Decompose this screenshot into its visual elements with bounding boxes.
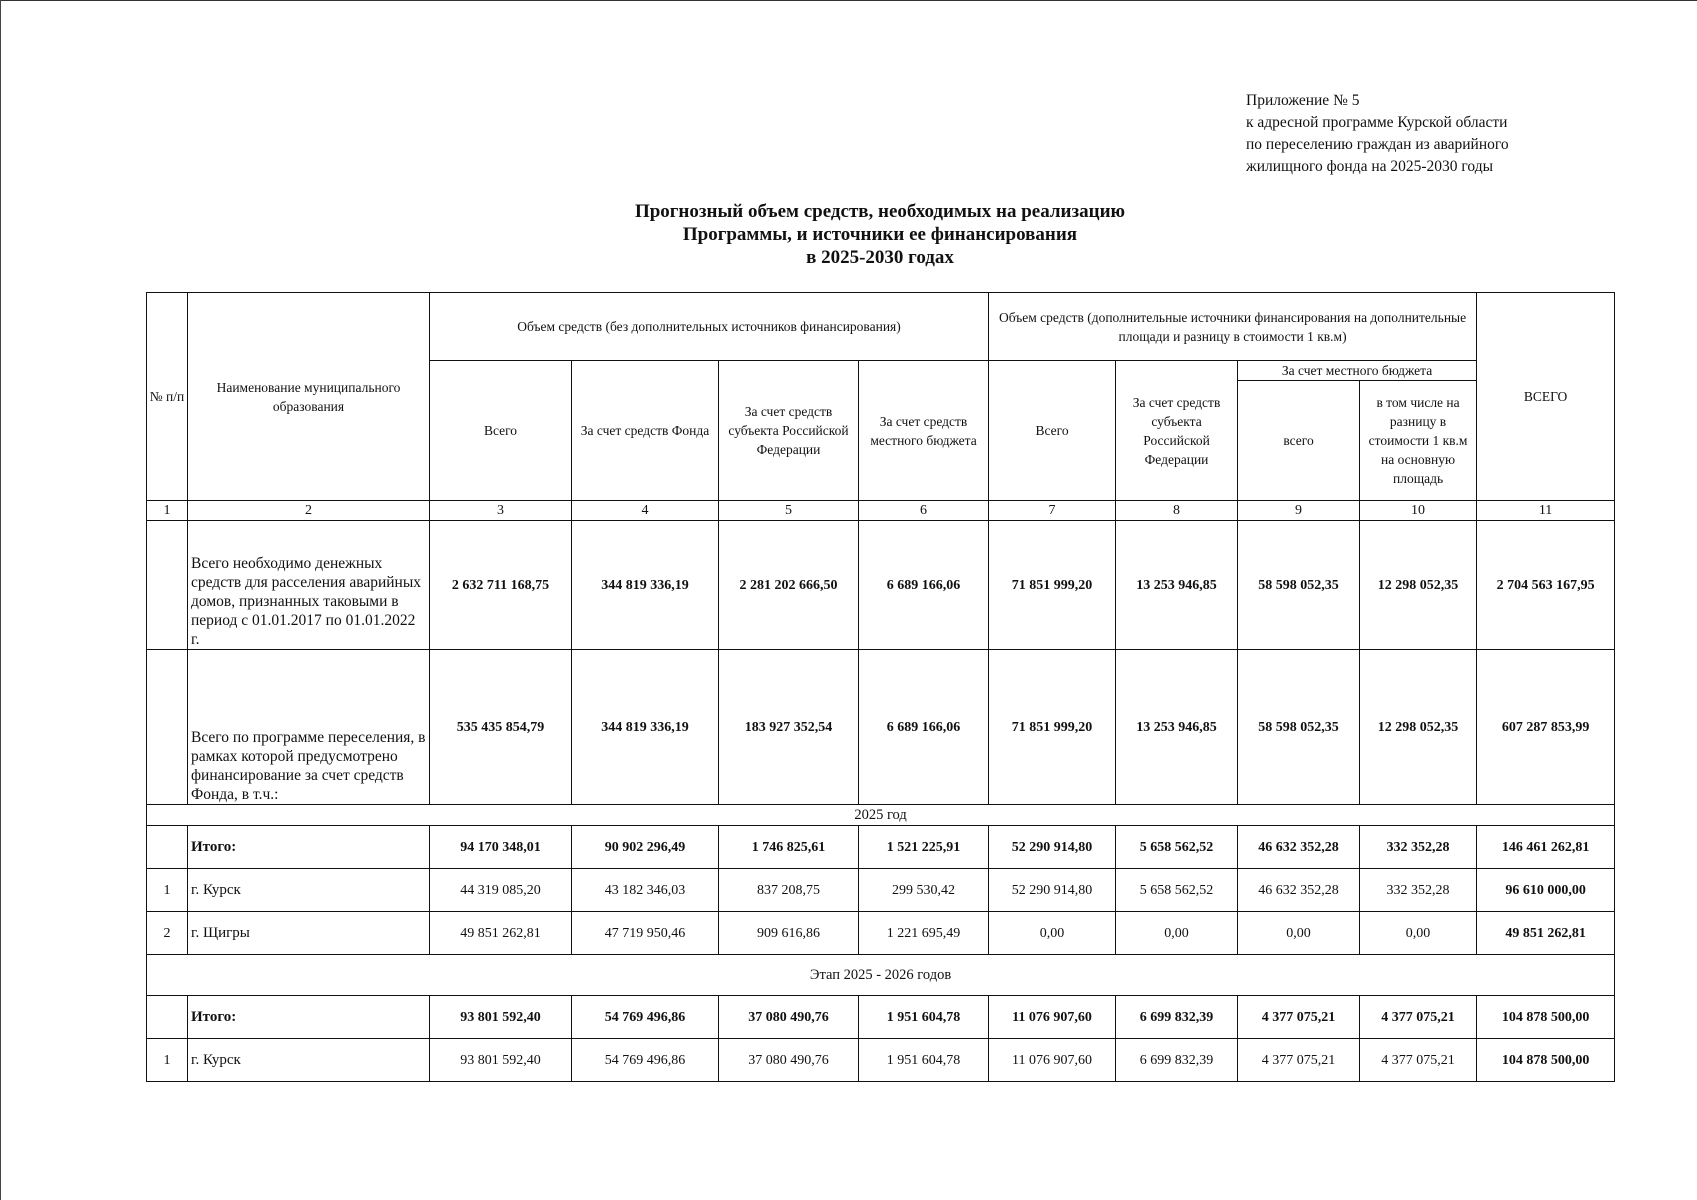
cell-grand-total: 146 461 262,81 — [1477, 826, 1615, 869]
cell-add-local-all: 4 377 075,21 — [1238, 1039, 1360, 1082]
cell-main-local: 6 689 166,06 — [859, 521, 989, 650]
row-num — [147, 650, 188, 805]
cell-add-local-all: 58 598 052,35 — [1238, 521, 1360, 650]
header-group-main: Объем средств (без дополнительных источников финансирования) — [430, 293, 989, 361]
header-num: № п/п — [147, 293, 188, 501]
row-num — [147, 521, 188, 650]
cell-main-local: 1 951 604,78 — [859, 996, 989, 1039]
column-number-row — [147, 501, 1615, 521]
cell-add-local-all: 46 632 352,28 — [1238, 869, 1360, 912]
cell-add-total: 0,00 — [989, 912, 1116, 955]
header-add-total: Всего — [989, 361, 1116, 501]
cell-main-subject: 183 927 352,54 — [719, 650, 859, 805]
financing-table — [146, 292, 1615, 1082]
cell-add-subject: 5 658 562,52 — [1116, 826, 1238, 869]
cell-add-subject: 6 699 832,39 — [1116, 996, 1238, 1039]
cell-grand-total: 96 610 000,00 — [1477, 869, 1615, 912]
row-num: 1 — [147, 869, 188, 912]
section-title: Этап 2025 - 2026 годов — [147, 955, 1615, 996]
row-num: 1 — [147, 1039, 188, 1082]
row-name: г. Курск — [188, 1039, 430, 1082]
cell-main-fund: 344 819 336,19 — [572, 521, 719, 650]
header-add-local-diff: в том числе на разницу в стоимости 1 кв.м на основную площадь — [1360, 381, 1477, 501]
cell-add-local-all: 46 632 352,28 — [1238, 826, 1360, 869]
title-line: в 2025-2030 годах — [806, 247, 954, 268]
column-number: 11 — [1477, 501, 1615, 521]
cell-add-total: 11 076 907,60 — [989, 1039, 1116, 1082]
cell-main-fund: 54 769 496,86 — [572, 996, 719, 1039]
row-name: Итого: — [188, 996, 430, 1039]
cell-add-subject: 6 699 832,39 — [1116, 1039, 1238, 1082]
annex-line: жилищного фонда на 2025-2030 годы — [1246, 158, 1494, 175]
cell-main-total: 94 170 348,01 — [430, 826, 572, 869]
column-number: 6 — [859, 501, 989, 521]
header-add-subject: За счет средств субъекта Российской Федерации — [1116, 361, 1238, 501]
section-total-row — [147, 996, 1615, 1039]
column-number: 5 — [719, 501, 859, 521]
annex-line: Приложение № 5 — [1246, 92, 1360, 109]
column-number: 3 — [430, 501, 572, 521]
header-main-total: Всего — [430, 361, 572, 501]
cell-add-local-all: 0,00 — [1238, 912, 1360, 955]
cell-grand-total: 607 287 853,99 — [1477, 650, 1615, 805]
cell-main-fund: 43 182 346,03 — [572, 869, 719, 912]
cell-main-subject: 37 080 490,76 — [719, 1039, 859, 1082]
cell-grand-total: 49 851 262,81 — [1477, 912, 1615, 955]
summary-row-program — [147, 650, 1615, 805]
cell-main-fund: 47 719 950,46 — [572, 912, 719, 955]
column-number: 1 — [147, 501, 188, 521]
cell-add-local-diff: 4 377 075,21 — [1360, 1039, 1477, 1082]
header-total: ВСЕГО — [1477, 293, 1615, 501]
column-number: 4 — [572, 501, 719, 521]
cell-add-subject: 13 253 946,85 — [1116, 650, 1238, 805]
annex-line: к адресной программе Курской области — [1246, 114, 1508, 131]
table-row — [147, 1039, 1615, 1082]
row-name: Итого: — [188, 826, 430, 869]
cell-grand-total: 104 878 500,00 — [1477, 996, 1615, 1039]
cell-main-subject: 37 080 490,76 — [719, 996, 859, 1039]
cell-add-local-diff: 4 377 075,21 — [1360, 996, 1477, 1039]
cell-add-total: 71 851 999,20 — [989, 650, 1116, 805]
cell-add-local-all: 58 598 052,35 — [1238, 650, 1360, 805]
section-header-row — [147, 805, 1615, 826]
cell-main-subject: 2 281 202 666,50 — [719, 521, 859, 650]
cell-add-local-diff: 0,00 — [1360, 912, 1477, 955]
title-line: Программы, и источники ее финансирования — [682, 224, 1078, 245]
cell-add-local-diff: 332 352,28 — [1360, 869, 1477, 912]
row-num — [147, 996, 188, 1039]
header-name: Наименование муниципального образования — [188, 293, 430, 501]
cell-main-total: 535 435 854,79 — [430, 650, 572, 805]
cell-add-total: 71 851 999,20 — [989, 521, 1116, 650]
cell-main-local: 299 530,42 — [859, 869, 989, 912]
cell-add-subject: 0,00 — [1116, 912, 1238, 955]
cell-grand-total: 2 704 563 167,95 — [1477, 521, 1615, 650]
header-group-additional: Объем средств (дополнительные источники финансирования на дополнительные площади и разницу в стоимости 1 кв.м) — [989, 293, 1477, 361]
cell-main-local: 1 221 695,49 — [859, 912, 989, 955]
cell-main-local: 1 521 225,91 — [859, 826, 989, 869]
cell-add-subject: 5 658 562,52 — [1116, 869, 1238, 912]
section-title: 2025 год — [147, 805, 1615, 826]
header-main-local: За счет средств местного бюджета — [859, 361, 989, 501]
cell-add-local-diff: 332 352,28 — [1360, 826, 1477, 869]
cell-add-local-diff: 12 298 052,35 — [1360, 650, 1477, 805]
header-add-local-group: За счет местного бюджета — [1238, 361, 1477, 381]
column-number: 8 — [1116, 501, 1238, 521]
row-name: Всего необходимо денежных средств для расселения аварийных домов, признанных таковыми в период с 01.01.2017 по 01.01.2022 г. — [188, 521, 430, 650]
cell-add-subject: 13 253 946,85 — [1116, 521, 1238, 650]
annex-line: по переселению граждан из аварийного — [1246, 136, 1509, 153]
cell-main-subject: 1 746 825,61 — [719, 826, 859, 869]
column-number: 2 — [188, 501, 430, 521]
section-header-row — [147, 955, 1615, 996]
column-number: 7 — [989, 501, 1116, 521]
row-num — [147, 826, 188, 869]
cell-main-fund: 54 769 496,86 — [572, 1039, 719, 1082]
cell-main-total: 93 801 592,40 — [430, 996, 572, 1039]
cell-main-total: 2 632 711 168,75 — [430, 521, 572, 650]
row-name: г. Щигры — [188, 912, 430, 955]
annex-block — [1246, 90, 1509, 178]
section-total-row — [147, 826, 1615, 869]
cell-add-total: 52 290 914,80 — [989, 826, 1116, 869]
cell-main-total: 44 319 085,20 — [430, 869, 572, 912]
title-line: Прогнозный объем средств, необходимых на реализацию — [634, 201, 1126, 222]
header-main-subject: За счет средств субъекта Российской Федерации — [719, 361, 859, 501]
cell-add-total: 11 076 907,60 — [989, 996, 1116, 1039]
cell-main-subject: 837 208,75 — [719, 869, 859, 912]
cell-add-local-diff: 12 298 052,35 — [1360, 521, 1477, 650]
header-add-local-all: всего — [1238, 381, 1360, 501]
cell-main-local: 1 951 604,78 — [859, 1039, 989, 1082]
table-row — [147, 869, 1615, 912]
cell-main-fund: 344 819 336,19 — [572, 650, 719, 805]
table-row — [147, 912, 1615, 955]
page-top-edge — [0, 0, 1697, 2]
summary-row-all-funds — [147, 521, 1615, 650]
row-name: г. Курск — [188, 869, 430, 912]
document-title — [400, 200, 1360, 269]
row-name: Всего по программе переселения, в рамках которой предусмотрено финансирование за счет средств Фонда, в т.ч.: — [188, 650, 430, 805]
page-left-edge — [0, 0, 2, 1200]
column-number: 10 — [1360, 501, 1477, 521]
cell-grand-total: 104 878 500,00 — [1477, 1039, 1615, 1082]
cell-main-total: 49 851 262,81 — [430, 912, 572, 955]
column-number: 9 — [1238, 501, 1360, 521]
cell-main-total: 93 801 592,40 — [430, 1039, 572, 1082]
row-num: 2 — [147, 912, 188, 955]
cell-main-subject: 909 616,86 — [719, 912, 859, 955]
cell-add-local-all: 4 377 075,21 — [1238, 996, 1360, 1039]
cell-main-fund: 90 902 296,49 — [572, 826, 719, 869]
cell-add-total: 52 290 914,80 — [989, 869, 1116, 912]
cell-main-local: 6 689 166,06 — [859, 650, 989, 805]
header-main-fund: За счет средств Фонда — [572, 361, 719, 501]
